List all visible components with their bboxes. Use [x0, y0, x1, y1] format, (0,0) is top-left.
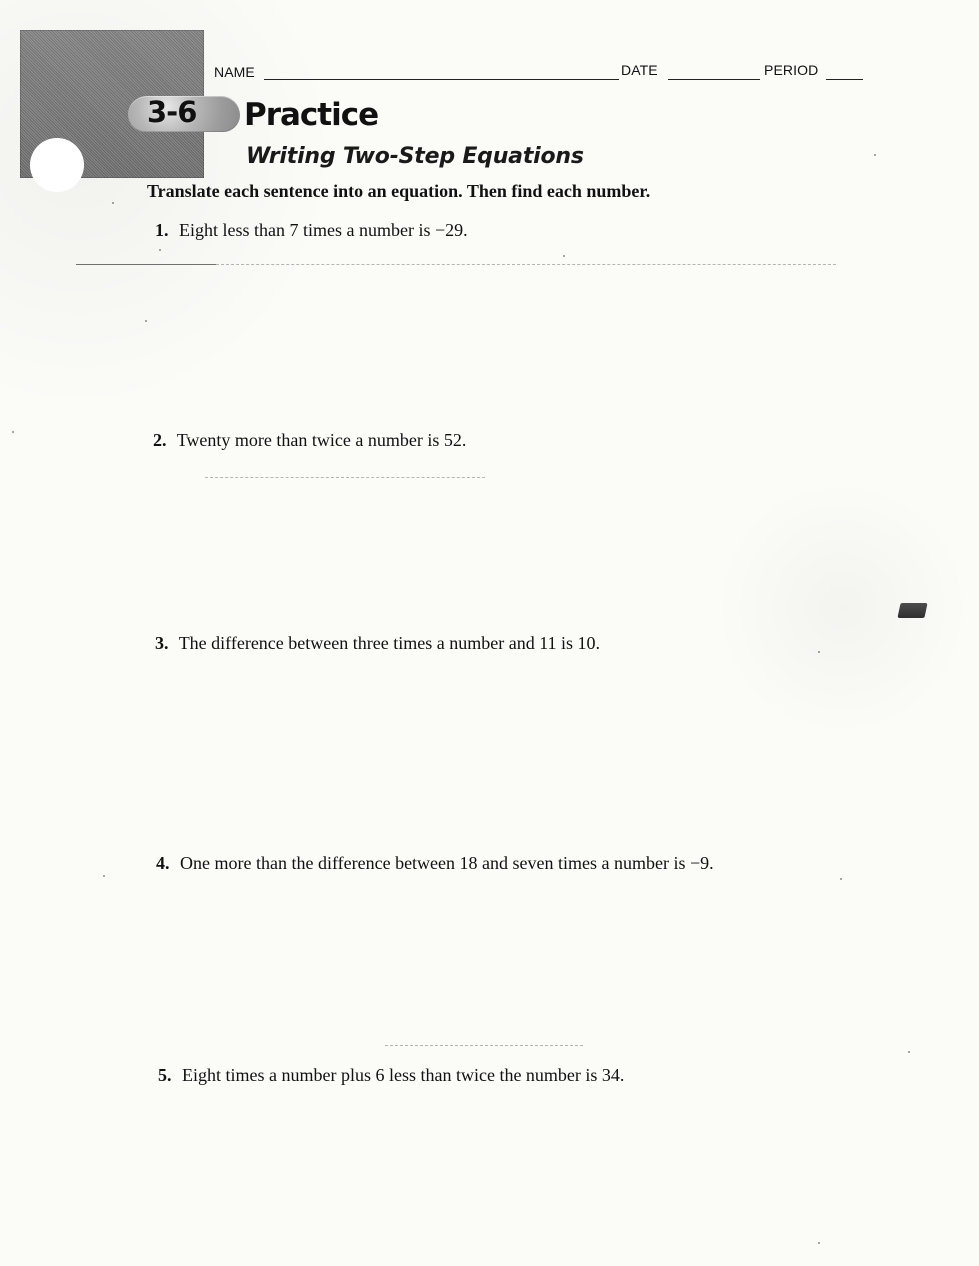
name-line: [264, 79, 619, 80]
lesson-subtitle: Writing Two-Step Equations: [246, 144, 584, 169]
scan-speck: [908, 1051, 910, 1053]
scan-speck: [159, 249, 161, 251]
date-label: DATE: [621, 62, 658, 78]
date-line: [668, 79, 760, 80]
problem-number: 1.: [155, 220, 169, 240]
problem-2: [153, 430, 466, 451]
problem-text: Eight times a number plus 6 less than twice the number is 34.: [182, 1065, 625, 1085]
scan-speck: [874, 154, 876, 156]
margin-mark: [897, 603, 927, 618]
problem-4: [156, 853, 714, 874]
problem-text: Eight less than 7 times a number is −29.: [179, 220, 468, 240]
scan-speck: [145, 320, 147, 322]
problem-1: [155, 220, 468, 241]
scan-line: [385, 1045, 583, 1046]
problem-text: Twenty more than twice a number is 52.: [176, 430, 467, 450]
instructions: Translate each sentence into an equation. Then find each number.: [147, 181, 651, 201]
scan-speck: [840, 878, 842, 880]
page-title: Practice: [244, 97, 379, 133]
problem-text: The difference between three times a number and 11 is 10.: [178, 633, 601, 653]
scan-speck: [818, 1242, 820, 1244]
problem-3: [155, 633, 600, 654]
name-label: NAME: [214, 64, 255, 80]
scan-line: [205, 477, 485, 478]
scan-line: [216, 264, 836, 265]
period-label: PERIOD: [764, 62, 819, 78]
scan-line: [76, 264, 216, 265]
problem-number: 2.: [153, 430, 167, 450]
scan-speck: [103, 875, 105, 877]
period-line: [826, 79, 863, 80]
problem-number: 4.: [156, 853, 170, 873]
problem-5: [158, 1065, 624, 1086]
scan-speck: [563, 255, 565, 257]
scan-speck: [818, 651, 820, 653]
scan-speck: [112, 202, 114, 204]
problem-number: 3.: [155, 633, 169, 653]
problem-text: One more than the difference between 18 and seven times a number is −9.: [180, 853, 714, 873]
scan-speck: [12, 431, 14, 433]
lesson-number: 3-6: [147, 95, 197, 129]
problem-number: 5.: [158, 1065, 172, 1085]
